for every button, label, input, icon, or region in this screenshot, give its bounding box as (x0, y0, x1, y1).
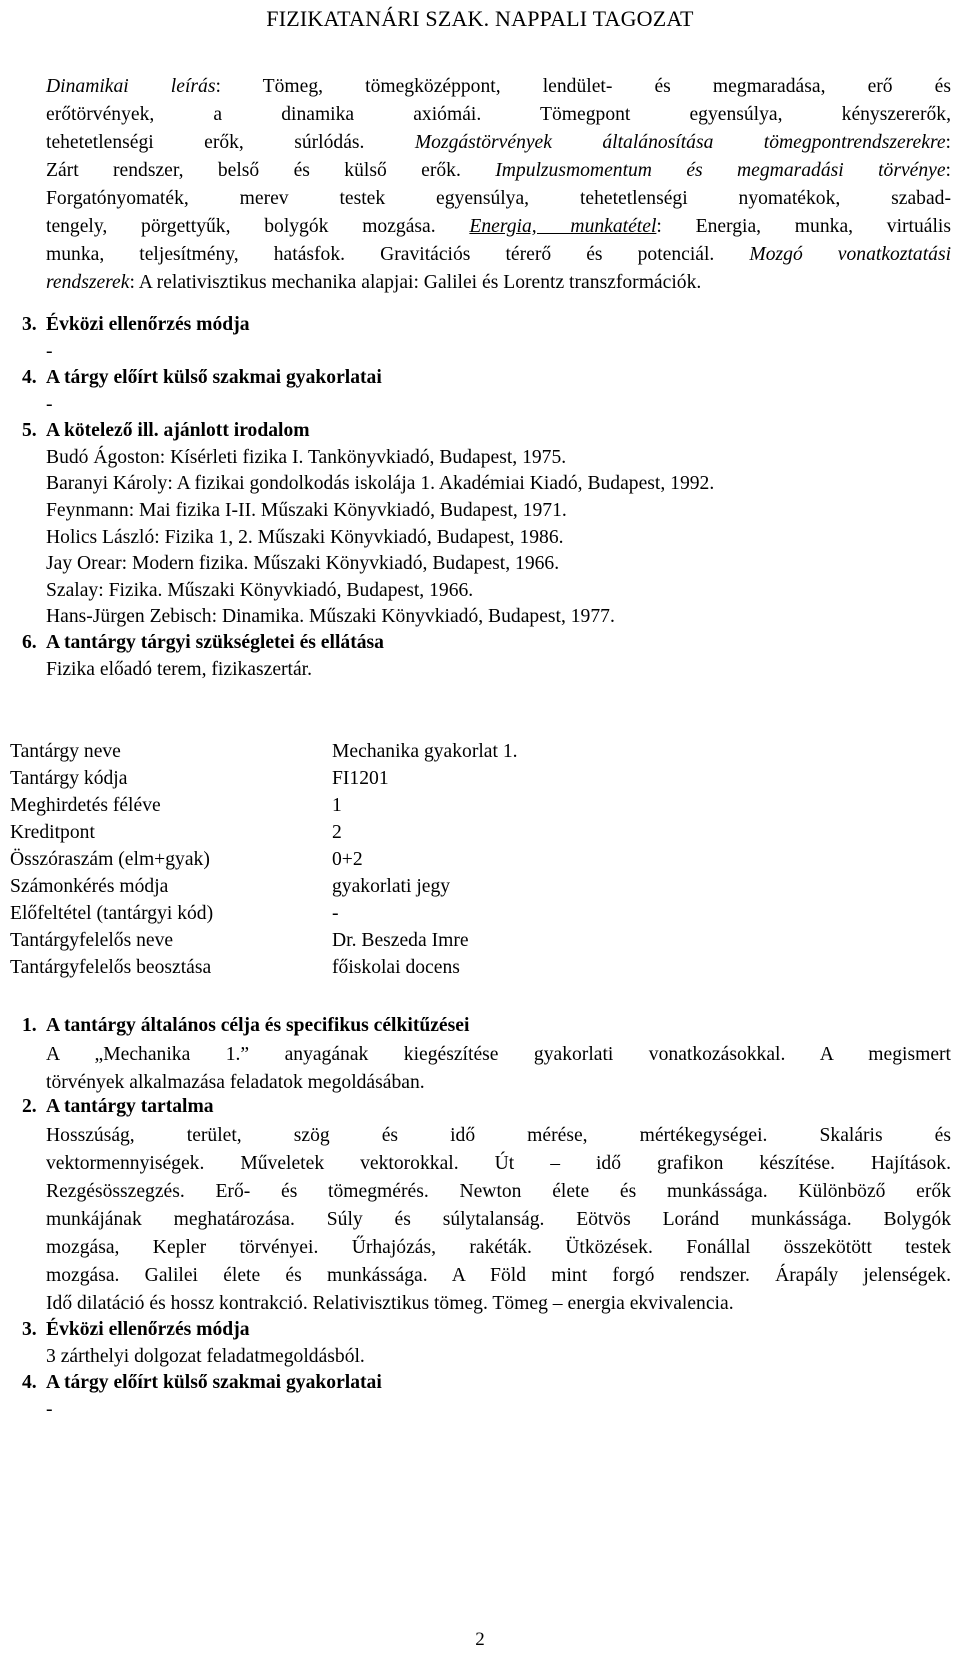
body-line: vektormennyiségek. Műveletek vektorokkal. Út – idő grafikon készítése. Hajítások. (46, 1153, 951, 1174)
row-key: Előfeltétel (tantárgyi kód) (10, 903, 214, 924)
row-value: gyakorlati jegy (332, 876, 451, 897)
row-value: főiskolai docens (332, 957, 460, 978)
intro-text: munka, teljesítmény, hatásfok. Gravitációs térerő és potenciál. (46, 244, 750, 265)
intro-line-1 (46, 73, 951, 101)
row-value: Mechanika gyakorlat 1. (332, 741, 518, 762)
row-value: Dr. Beszeda Imre (332, 930, 469, 951)
intro-line-4 (46, 157, 951, 185)
row-value: 1 (332, 795, 342, 816)
topic-impulzusmomentum: Impulzusmomentum és megmaradási törvénye (495, 160, 946, 181)
section-title: Évközi ellenőrzés módja (46, 1319, 250, 1340)
intro-text: Forgatónyomaték, merev testek egyensúlya, tehetetlenségi nyomatékok, szabad- (46, 188, 951, 209)
intro-line-6 (46, 213, 951, 241)
body-line: munkájának meghatározása. Súly és súlytalanság. Eötvös Loránd munkássága. Bolygók (46, 1209, 951, 1230)
section-number: 5. (22, 420, 37, 441)
intro-line-5 (46, 185, 951, 213)
topic-mozgastorvenyek: Mozgástörvények általánosítása tömegpontrendszerekre (414, 132, 946, 153)
section-body-tartalom (46, 1122, 951, 1318)
section-heading-evkozi-2 (22, 1319, 250, 1341)
intro-text: : A relativisztikus mechanika alapjai: Galilei és Lorentz transzformációk. (129, 272, 702, 293)
intro-line-3 (46, 129, 951, 157)
intro-text: : (945, 160, 951, 181)
section-number: 3. (22, 1319, 37, 1340)
intro-text: : (945, 132, 951, 153)
topic-dinamikai-leiras: Dinamikai leírás (46, 76, 216, 97)
body-line: Idő dilatáció és hossz kontrakció. Relativisztikus tömeg. Tömeg – energia ekvivalencia. (46, 1293, 734, 1314)
topic-mozgo-vonatkoztatasi: Mozgó vonatkoztatási (749, 244, 952, 265)
body-line: Rezgésösszegzés. Erő- és tömegmérés. Newton élete és munkássága. Különböző erők (46, 1181, 951, 1202)
section-title: A tárgy előírt külső szakmai gyakorlatai (46, 1372, 382, 1393)
section-heading-evkozi (22, 314, 250, 336)
body-line: törvények alkalmazása feladatok megoldásában. (46, 1072, 425, 1093)
section-body: 3 zárthelyi dolgozat feladatmegoldásból. (46, 1346, 365, 1367)
section-title: A tárgy előírt külső szakmai gyakorlatai (46, 367, 382, 388)
page-number: 2 (475, 1629, 485, 1650)
row-key: Összóraszám (elm+gyak) (10, 849, 210, 870)
row-value: 2 (332, 822, 342, 843)
row-key: Tantárgy neve (10, 741, 121, 762)
section-number: 4. (22, 367, 37, 388)
body-line: Hosszúság, terület, szög és idő mérése, mértékegységei. Skaláris és (46, 1125, 951, 1146)
intro-text: tengely, pörgettyűk, bolygók mozgása. (46, 216, 470, 237)
row-value: 0+2 (332, 849, 363, 870)
section-body-dash: - (46, 394, 53, 415)
row-value: FI1201 (332, 768, 389, 789)
row-key: Meghirdetés féléve (10, 795, 161, 816)
section-heading-gyakorlat-2 (22, 1372, 382, 1394)
section-heading-tartalom (22, 1096, 214, 1118)
reference-item: Jay Orear: Modern fizika. Műszaki Könyvkiadó, Budapest, 1966. (46, 553, 560, 574)
section-number: 3. (22, 314, 37, 335)
body-line: A „Mechanika 1.” anyagának kiegészítése gyakorlati vonatkozásokkal. A megismert (46, 1044, 951, 1065)
reference-item: Baranyi Károly: A fizikai gondolkodás iskolája 1. Akadémiai Kiadó, Budapest, 1992. (46, 473, 715, 494)
section-number: 6. (22, 632, 37, 653)
reference-item: Feynmann: Mai fizika I-II. Műszaki Könyvkiadó, Budapest, 1971. (46, 500, 567, 521)
section-body: Fizika előadó terem, fizikaszertár. (46, 659, 313, 680)
reference-item: Hans-Jürgen Zebisch: Dinamika. Műszaki Könyvkiadó, Budapest, 1977. (46, 606, 615, 627)
reference-item: Szalay: Fizika. Műszaki Könyvkiadó, Budapest, 1966. (46, 580, 474, 601)
section-heading-irodalom (22, 420, 310, 442)
intro-text: : Energia, munka, virtuális (656, 216, 951, 237)
section-heading-gyakorlat (22, 367, 382, 389)
section-heading-cel (22, 1015, 469, 1037)
section-title: A tantárgy általános célja és specifikus célkitűzései (46, 1015, 470, 1036)
intro-text: erőtörvények, a dinamika axiómái. Tömegpont egyensúlya, kényszererők, (46, 104, 951, 125)
section-title: A kötelező ill. ajánlott irodalom (46, 420, 310, 441)
body-line: mozgása, Kepler törvényei. Űrhajózás, rakéták. Ütközések. Fonállal összekötött testek (46, 1237, 951, 1258)
row-value: - (332, 903, 339, 924)
row-key: Számonkérés módja (10, 876, 169, 897)
section-body-cel (46, 1041, 951, 1097)
body-line: mozgása. Galilei élete és munkássága. A Föld mint forgó rendszer. Árapály jelenségek. (46, 1265, 951, 1286)
row-key: Kreditpont (10, 822, 95, 843)
intro-text: tehetetlenségi erők, súrlódás. (46, 132, 415, 153)
page-header: FIZIKATANÁRI SZAK. NAPPALI TAGOZAT (266, 6, 694, 31)
section-number: 4. (22, 1372, 37, 1393)
section-number: 1. (22, 1015, 37, 1036)
row-key: Tantárgyfelelős beosztása (10, 957, 212, 978)
section-body-dash: - (46, 1399, 53, 1420)
intro-text: Zárt rendszer, belső és külső erők. (46, 160, 496, 181)
intro-line-8 (46, 269, 951, 297)
topic-energia-munkatetel: Energia, munkatétel (469, 216, 657, 237)
intro-line-2 (46, 101, 951, 129)
section-title: Évközi ellenőrzés módja (46, 314, 250, 335)
reference-item: Budó Ágoston: Kísérleti fizika I. Tankönyvkiadó, Budapest, 1975. (46, 447, 567, 468)
section-title: A tantárgy tartalma (46, 1096, 214, 1117)
row-key: Tantárgyfelelős neve (10, 930, 174, 951)
intro-paragraph (46, 73, 951, 297)
intro-text: : Tömeg, tömegközéppont, lendület- és megmaradása, erő és (215, 76, 951, 97)
section-heading-szuksegletek (22, 632, 384, 654)
topic-rendszerek: rendszerek (46, 272, 130, 293)
row-key: Tantárgy kódja (10, 768, 128, 789)
section-title: A tantárgy tárgyi szükségletei és ellátása (46, 632, 384, 653)
reference-item: Holics László: Fizika 1, 2. Műszaki Könyvkiadó, Budapest, 1986. (46, 527, 564, 548)
section-number: 2. (22, 1096, 37, 1117)
section-body-dash: - (46, 341, 53, 362)
intro-line-7 (46, 241, 951, 269)
